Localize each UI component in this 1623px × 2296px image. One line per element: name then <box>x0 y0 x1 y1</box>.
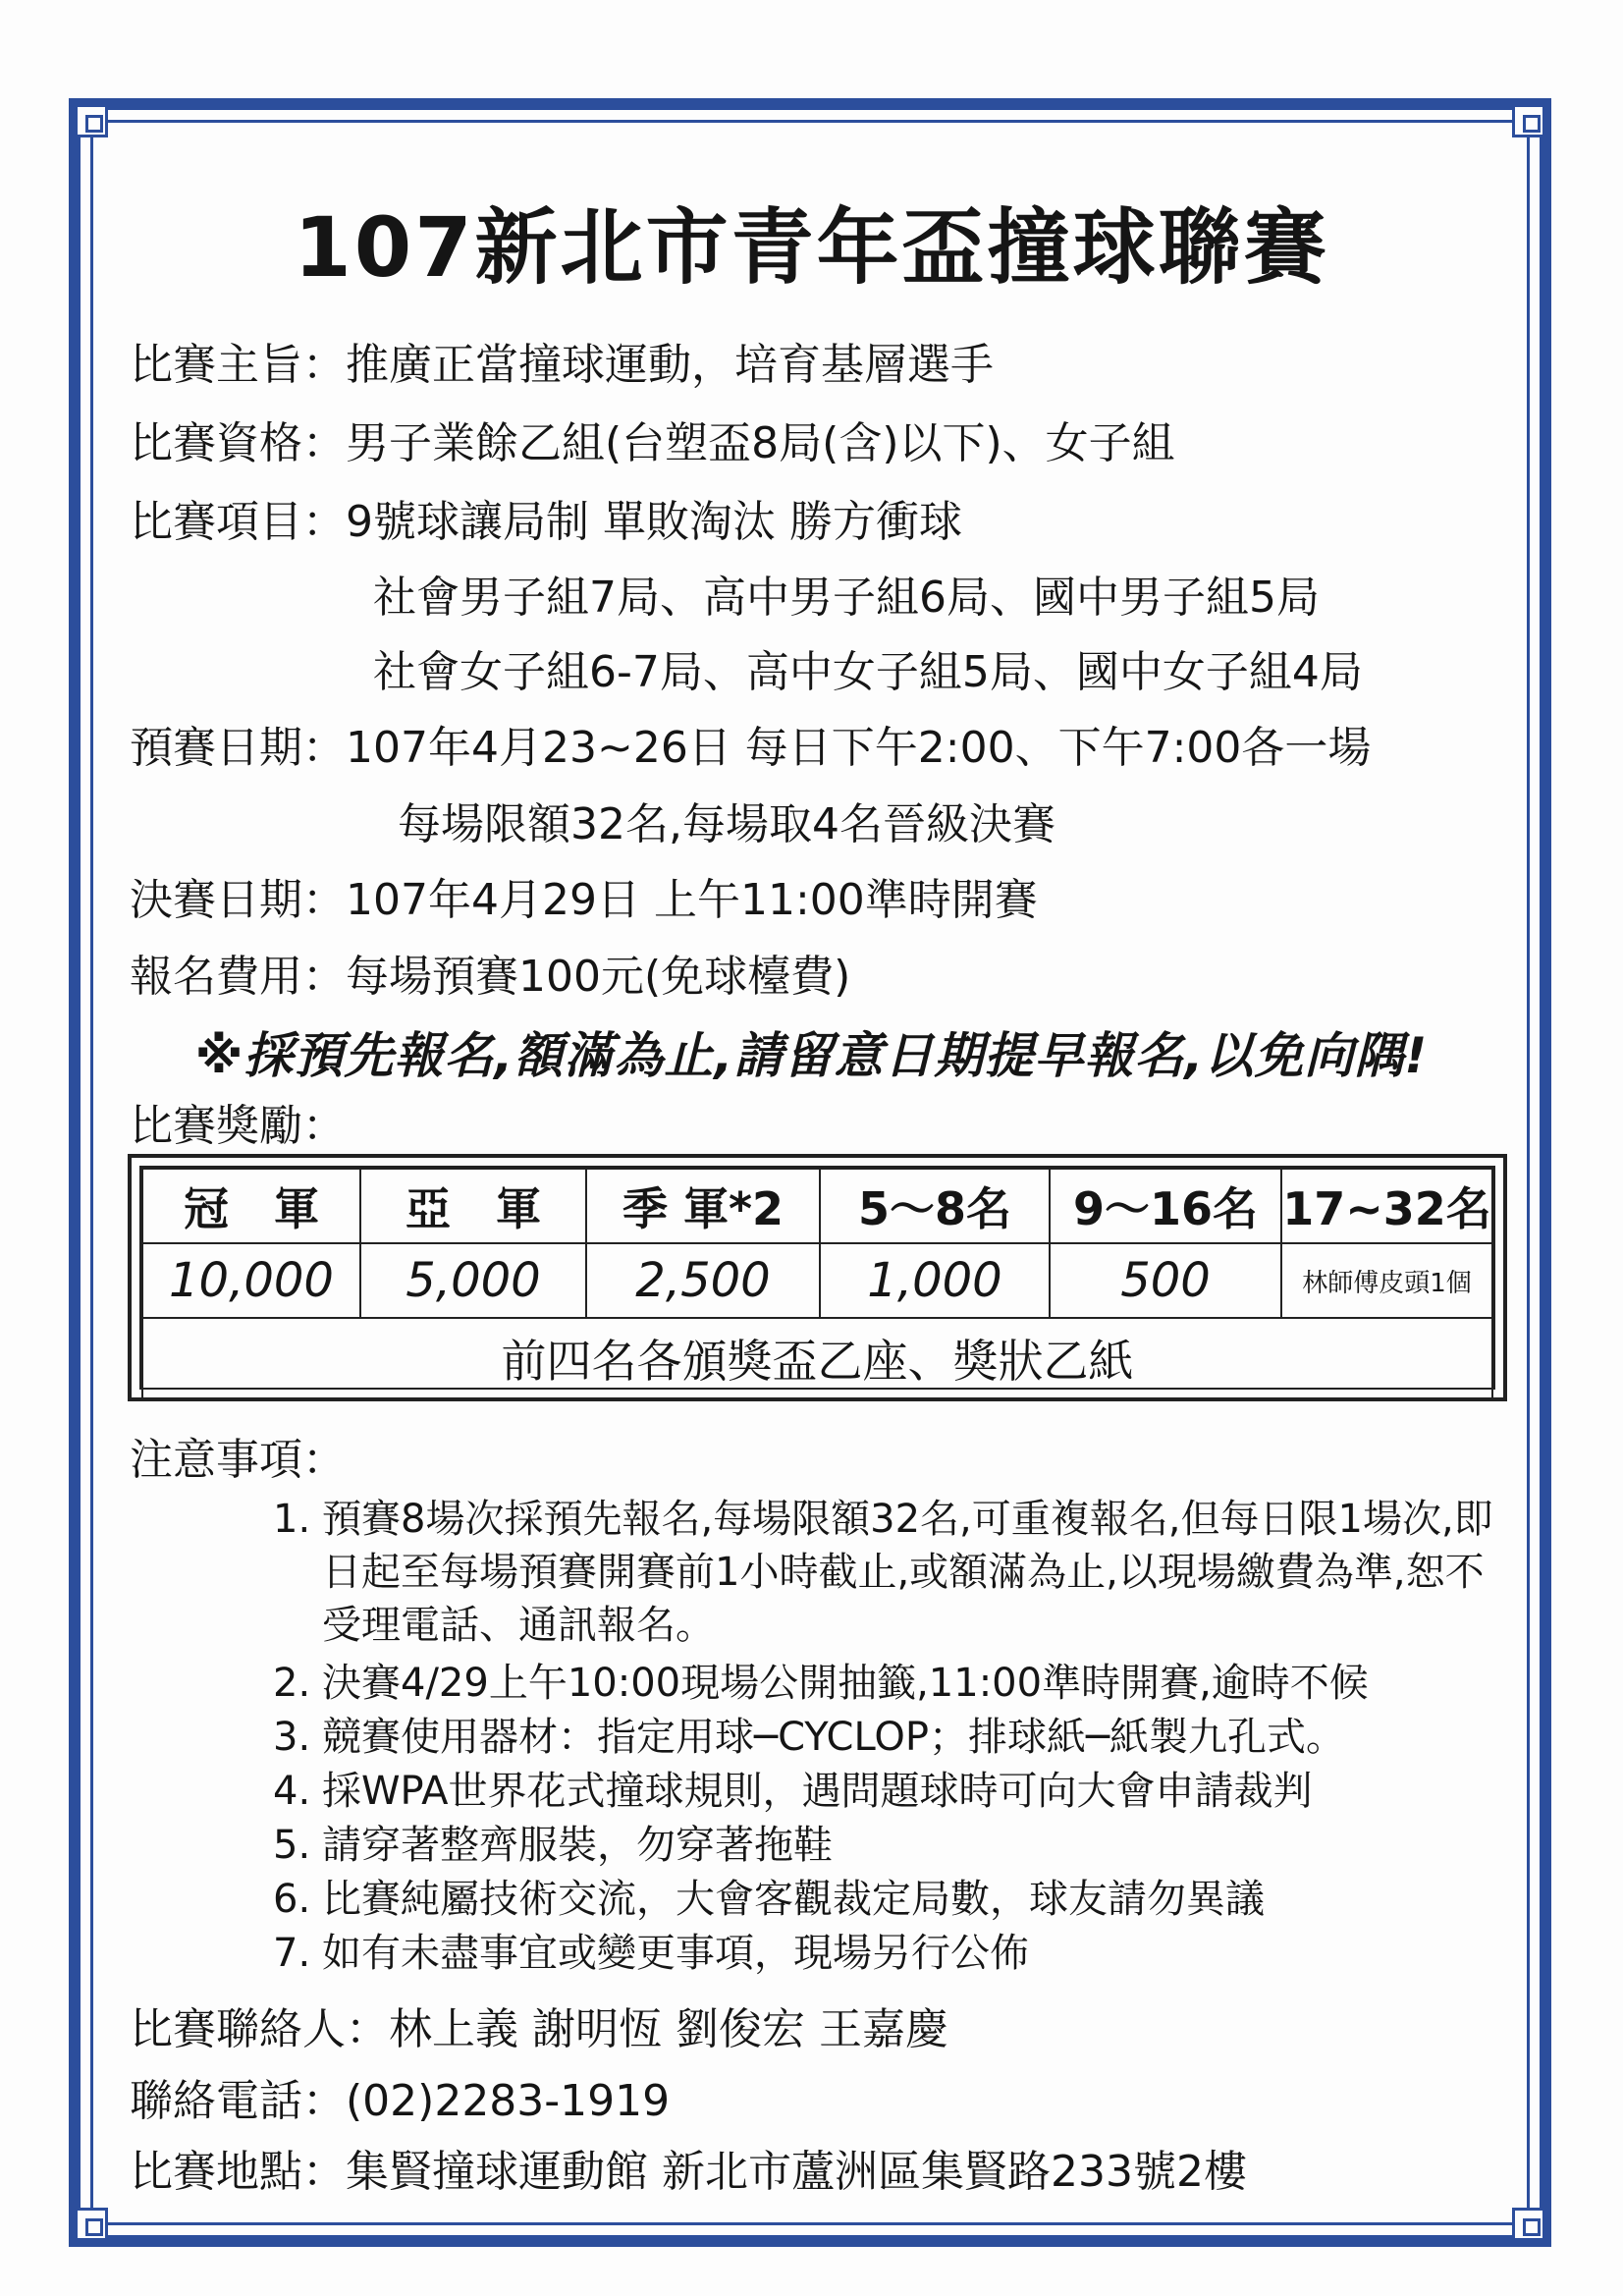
events-value: 9號球讓局制 單敗淘汰 勝方衝球 <box>346 497 962 547</box>
contact-row <box>130 1994 948 2056</box>
prize-footer-row <box>142 1318 1492 1398</box>
prize-value-cell: 2,500 <box>586 1243 820 1318</box>
events-row <box>130 486 962 549</box>
fee-value: 每場預賽100元(免球檯費) <box>346 952 851 1002</box>
contact-value: 林上義 謝明恆 劉俊宏 王嘉慶 <box>389 2004 948 2054</box>
note-item <box>273 1819 1500 1872</box>
prize-header-cell: 17~32名 <box>1281 1169 1492 1243</box>
poster-title: 107新北市青年盃撞球聯賽 <box>294 199 1329 296</box>
prize-value-row <box>142 1243 1492 1318</box>
events-line-2: 社會男子組7局、高中男子組6局、國中男子組5局 <box>373 573 1320 623</box>
qualification-label: 比賽資格： <box>130 418 346 468</box>
corner-ornament <box>75 2208 108 2241</box>
prize-value-cell: 5,000 <box>360 1243 586 1318</box>
prelim-value: 107年4月23~26日 每日下午2:00、下午7:00各一場 <box>346 723 1372 773</box>
purpose-row <box>130 329 994 392</box>
prize-table-frame <box>128 1154 1507 1401</box>
venue-label: 比賽地點： <box>130 2147 346 2197</box>
note-text: 競賽使用器材：指定用球─CYCLOP；排球紙─紙製九孔式。 <box>322 1715 1346 1760</box>
note-item <box>273 1493 1500 1652</box>
prize-table <box>141 1168 1493 1399</box>
prize-header-cell: 9～16名 <box>1050 1169 1281 1243</box>
prize-table-inner <box>139 1166 1495 1390</box>
purpose-value: 推廣正當撞球運動，培育基層選手 <box>346 340 994 390</box>
prelim-label: 預賽日期： <box>130 723 346 773</box>
prelim-line-2: 每場限額32名,每場取4名晉級決賽 <box>398 799 1055 849</box>
note-number: 7. <box>273 1931 311 1976</box>
prize-header-row <box>142 1169 1492 1243</box>
phone-label: 聯絡電話： <box>130 2076 346 2126</box>
events-line-3: 社會女子組6-7局、高中女子組5局、國中女子組4局 <box>373 647 1363 697</box>
fee-row <box>130 941 850 1004</box>
note-item <box>273 1873 1500 1926</box>
prelim-row <box>130 712 1371 775</box>
prize-value-cell: 500 <box>1050 1243 1281 1318</box>
note-text: 採WPA世界花式撞球規則，遇問題球時可向大會申請裁判 <box>322 1769 1313 1814</box>
contact-label: 比賽聯絡人： <box>130 2004 389 2054</box>
note-number: 3. <box>273 1715 311 1760</box>
final-label: 決賽日期： <box>130 875 346 925</box>
awards-label: 比賽獎勵： <box>130 1101 346 1151</box>
note-text: 請穿著整齊服裝，勿穿著拖鞋 <box>322 1823 833 1868</box>
note-number: 4. <box>273 1769 311 1814</box>
venue-value: 集賢撞球運動館 新北市蘆洲區集賢路233號2樓 <box>346 2147 1247 2197</box>
events-label: 比賽項目： <box>130 497 346 547</box>
registration-warning: ※採預先報名,額滿為止,請留意日期提早報名,以免向隅! <box>194 1027 1429 1084</box>
qualification-value: 男子業餘乙組(台塑盃8局(含)以下)、女子組 <box>346 418 1175 468</box>
corner-ornament <box>1512 2208 1545 2241</box>
prize-value-cell: 10,000 <box>142 1243 360 1318</box>
fee-label: 報名費用： <box>130 952 346 1002</box>
corner-ornament <box>75 104 108 137</box>
qualification-row <box>130 408 1175 470</box>
note-number: 5. <box>273 1823 311 1868</box>
note-text: 如有未盡事宜或變更事項，現場另行公佈 <box>322 1931 1029 1976</box>
prize-header-cell: 亞 軍 <box>360 1169 586 1243</box>
final-value: 107年4月29日 上午11:00準時開賽 <box>346 875 1038 925</box>
note-text: 決賽4/29上午10:00現場公開抽籤,11:00準時開賽,逾時不候 <box>322 1661 1369 1706</box>
note-text: 比賽純屬技術交流，大會客觀裁定局數，球友請勿異議 <box>322 1877 1265 1922</box>
notes-label: 注意事項： <box>130 1435 346 1485</box>
prize-header-cell: 季 軍*2 <box>586 1169 820 1243</box>
phone-row <box>130 2065 670 2128</box>
note-number: 1. <box>273 1497 311 1542</box>
note-number: 2. <box>273 1661 311 1706</box>
note-item <box>273 1711 1500 1764</box>
note-number: 6. <box>273 1877 311 1922</box>
purpose-label: 比賽主旨： <box>130 340 346 390</box>
prize-header-cell: 5～8名 <box>820 1169 1050 1243</box>
prize-value-cell: 林師傅皮頭1個 <box>1281 1243 1492 1318</box>
prize-value-cell: 1,000 <box>820 1243 1050 1318</box>
venue-row <box>130 2136 1247 2199</box>
note-item <box>273 1657 1500 1710</box>
prize-footer-cell: 前四名各頒獎盃乙座、獎狀乙紙 <box>142 1318 1492 1398</box>
phone-value: (02)2283-1919 <box>346 2076 671 2126</box>
note-item <box>273 1765 1500 1818</box>
final-row <box>130 864 1038 927</box>
corner-ornament <box>1512 104 1545 137</box>
note-text: 預賽8場次採預先報名,每場限額32名,可重複報名,但每日限1場次,即日起至每場預賽開賽前1小時截止,或額滿為止,以現場繳費為準,恕不受理電話、通訊報名。 <box>322 1497 1493 1648</box>
prize-header-cell: 冠 軍 <box>142 1169 360 1243</box>
note-item <box>273 1927 1500 1980</box>
